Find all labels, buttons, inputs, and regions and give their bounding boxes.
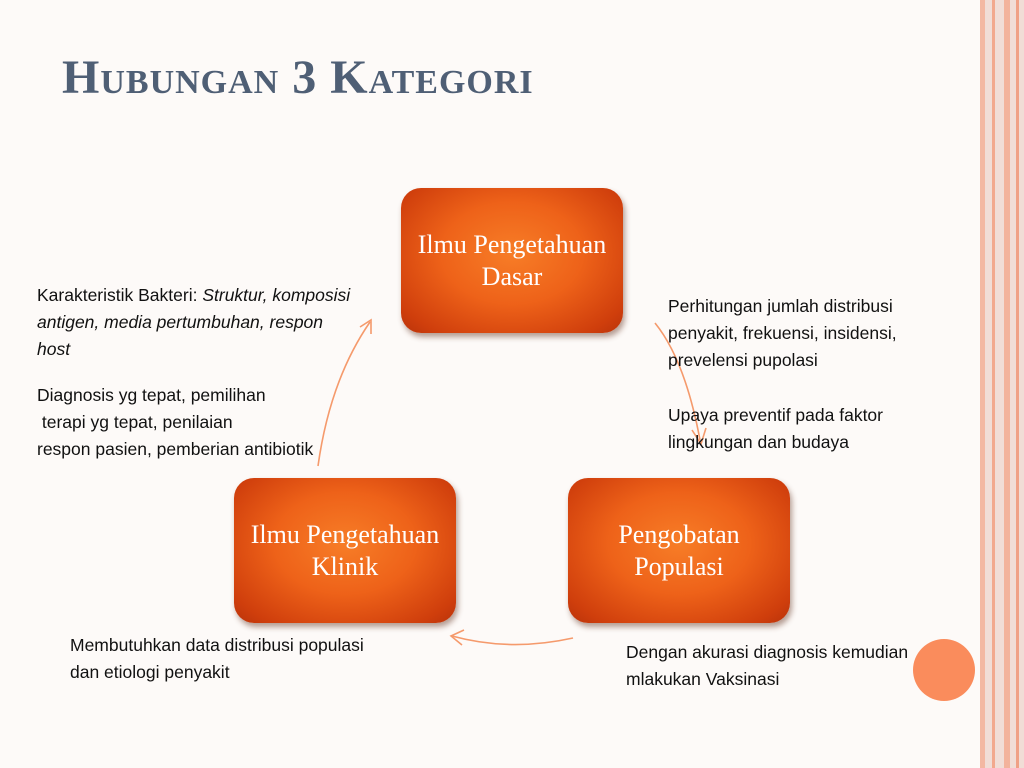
node-label: Ilmu Pengetahuan Dasar: [417, 229, 607, 291]
note-distribution-calculation: Perhitungan jumlah distribusi penyakit, frekuensi, insidensi, prevelensi pupolasi: [668, 296, 897, 370]
note-vaccination: Dengan akurasi diagnosis kemudian mlakukan Vaksinasi: [626, 642, 909, 689]
note-prevention: Upaya preventif pada faktor lingkungan dan budaya: [668, 405, 883, 452]
node-label: Pengobatan Populasi: [618, 519, 740, 581]
note-bacteria-characteristics: Karakteristik Bakteri: Struktur, komposisi antigen, media pertumbuhan, respon host: [37, 285, 351, 359]
node-label: Ilmu Pengetahuan Klinik: [250, 519, 440, 581]
node-ilmu-pengetahuan-klinik: [234, 478, 456, 623]
arrow-population-to-clinical: [452, 636, 573, 645]
note-data-needs: Membutuhkan data distribusi populasi dan etiologi penyakit: [70, 635, 364, 682]
node-pengobatan-populasi: [568, 478, 790, 623]
slide-title: Hubungan 3 Kategori: [62, 51, 534, 104]
decorative-circle: [913, 639, 975, 701]
note-diagnosis: Diagnosis yg tepat, pemilihan terapi yg tepat, penilaian respon pasien, pemberian antibiotik: [37, 385, 314, 459]
node-ilmu-pengetahuan-dasar: [401, 188, 623, 333]
